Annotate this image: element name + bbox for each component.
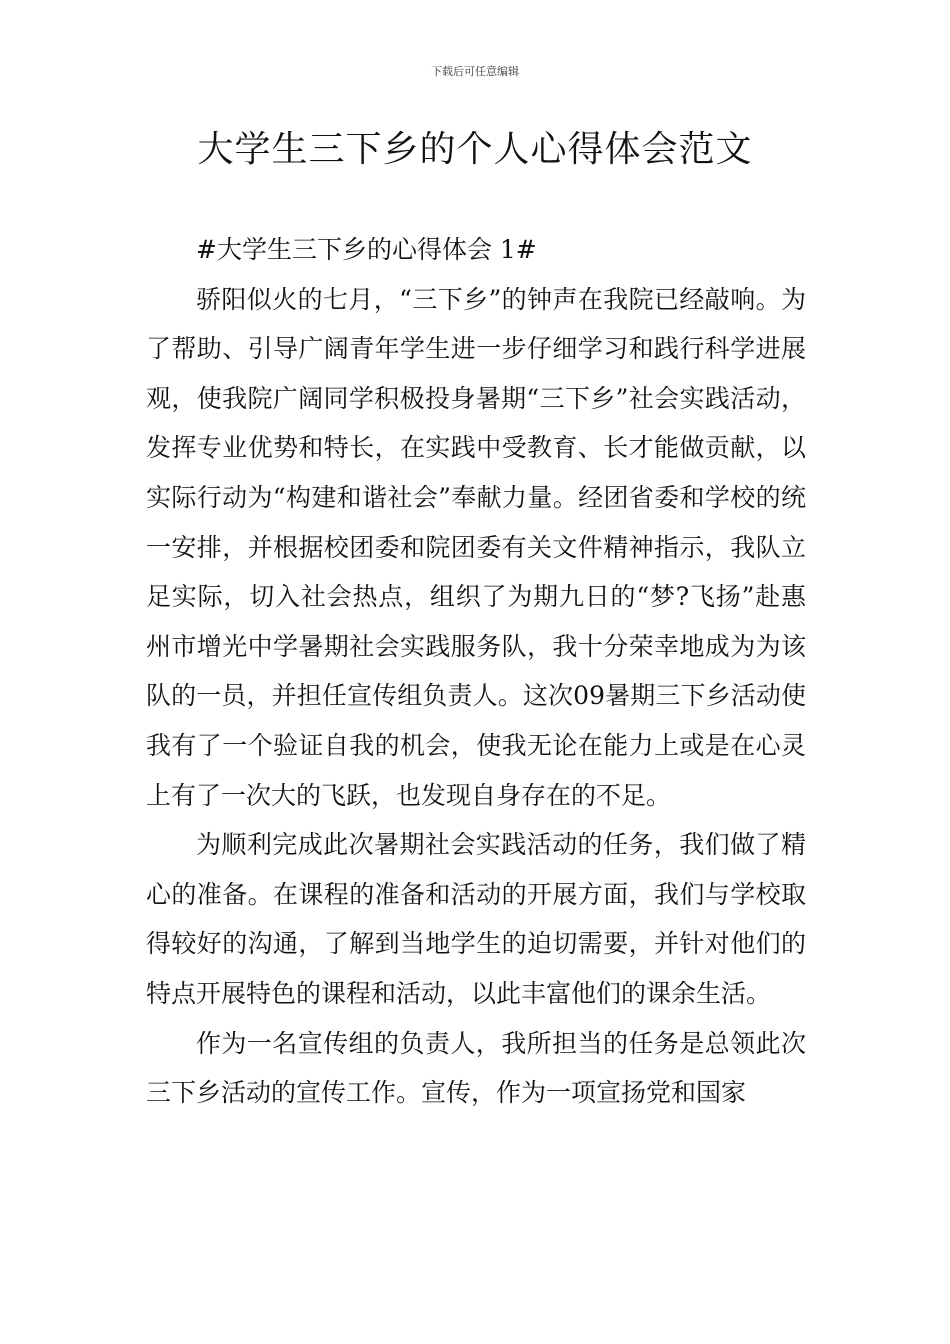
paragraph-1: 骄阳似火的七月，“三下乡”的钟声在我院已经敲响。为了帮助、引导广阔青年学生进一步仔细学习和践行科学进展观，使我院广阔同学积极投身暑期“三下乡”社会实践活动，发挥专业优势和特长，在实践中受教育、长才能做贡献，以实际行动为“构建和谐社会”奉献力量。经团省委和学校的统一安排，并根据校团委和院团委有关文件精神指示，我队立足实际，切入社会热点，组织了为期九日的“梦?飞扬”赴惠州市增光中学暑期社会实践服务队，我十分荣幸地成为为该队的一员，并担任宣传组负责人。这次09暑期三下乡活动使我有了一个验证自我的机会，使我无论在能力上或是在心灵上有了一次大的飞跃，也发现自身存在的不足。 <box>146 284 806 810</box>
document-body <box>146 225 806 1118</box>
header-note: 下载后可任意编辑 <box>431 65 519 78</box>
document-title: 大学生三下乡的个人心得体会范文 <box>197 129 753 170</box>
paragraph-2: 为顺利完成此次暑期社会实践活动的任务，我们做了精心的准备。在课程的准备和活动的开展方面，我们与学校取得较好的沟通，了解到当地学生的迫切需要，并针对他们的特点开展特色的课程和活动，以此丰富他们的课余生活。 <box>146 830 806 1008</box>
section-heading: #大学生三下乡的心得体会 1# <box>196 235 537 264</box>
paragraph-3: 作为一名宣传组的负责人，我所担当的任务是总领此次三下乡活动的宣传工作。宣传，作为一项宣扬党和国家 <box>146 1028 806 1108</box>
